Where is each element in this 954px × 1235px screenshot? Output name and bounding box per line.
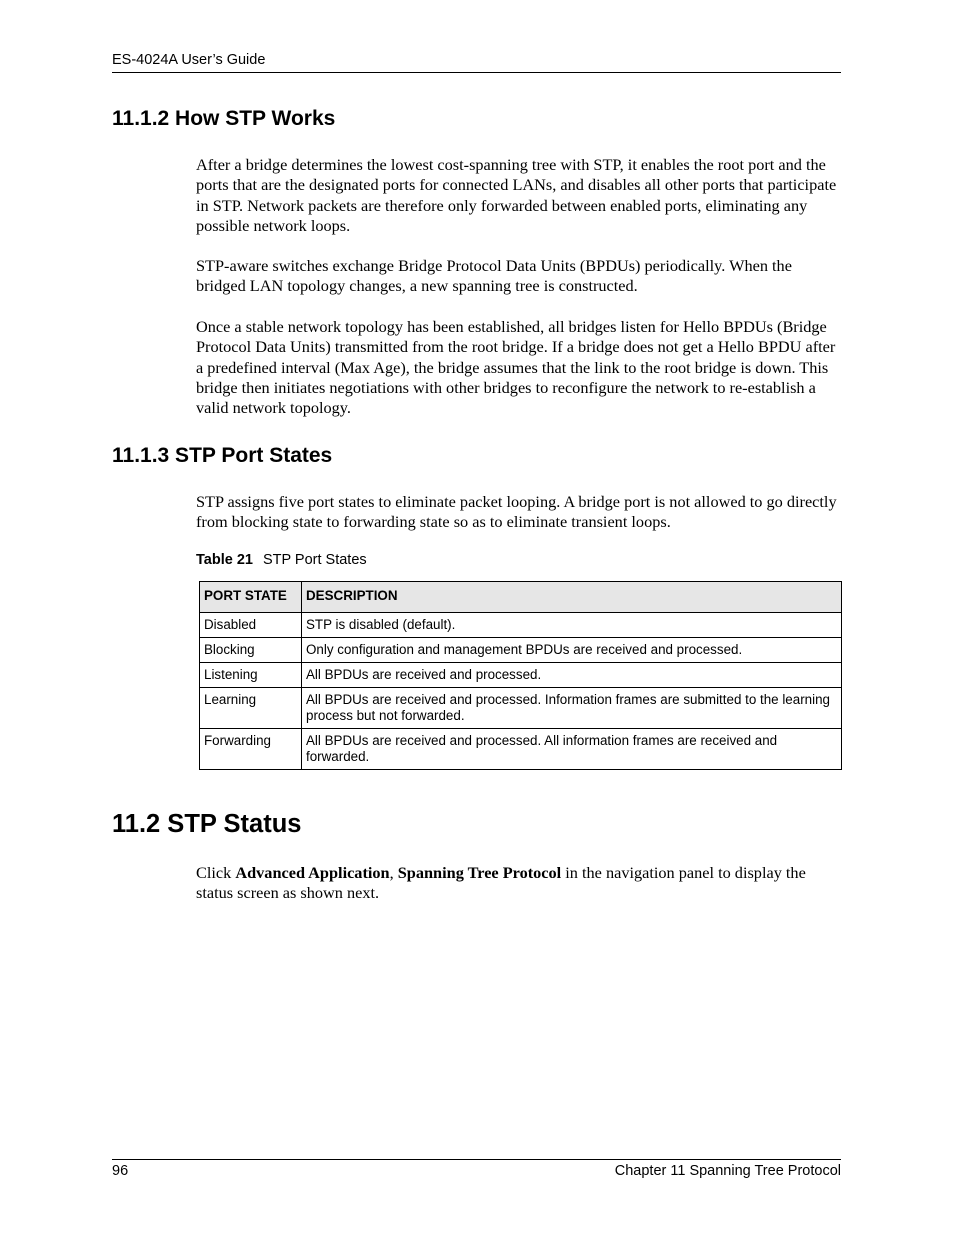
table-row <box>200 613 842 638</box>
page-number: 96 <box>112 1163 129 1179</box>
description-cell: Only configuration and management BPDUs are received and processed. <box>302 638 842 663</box>
port-state-cell: Forwarding <box>200 729 302 770</box>
port-state-cell: Blocking <box>200 638 302 663</box>
menu-reference-spanning-tree-protocol: Spanning Tree Protocol <box>397 863 562 882</box>
guide-title: ES-4024A User’s Guide <box>112 52 266 68</box>
status-text-separator: , <box>389 863 398 882</box>
table-row <box>200 688 842 729</box>
table-caption-title: STP Port States <box>262 552 367 568</box>
menu-reference-advanced-application: Advanced Application <box>235 863 390 882</box>
port-state-cell: Learning <box>200 688 302 729</box>
paragraph-how-stp-2: STP-aware switches exchange Bridge Protocol Data Units (BPDUs) periodically. When the bridged LAN topology changes, a new spanning tree is constructed. <box>196 256 792 296</box>
chapter-title: Chapter 11 Spanning Tree Protocol <box>614 1163 841 1179</box>
table-caption <box>196 552 367 568</box>
port-state-cell: Listening <box>200 663 302 688</box>
table-caption-label: Table 21 <box>196 552 253 568</box>
port-states-table <box>199 581 842 770</box>
paragraph-port-states: STP assigns five port states to eliminate packet looping. A bridge port is not allowed to go directly from blocking state to forwarding state so as to eliminate transient loops. <box>196 492 837 532</box>
port-state-cell: Disabled <box>200 613 302 638</box>
description-cell: All BPDUs are received and processed. Information frames are submitted to the learning process but not forwarded. <box>302 688 842 729</box>
page-footer <box>112 1159 841 1179</box>
status-text-prefix: Click <box>196 863 236 882</box>
page-header <box>112 51 841 73</box>
heading-stp-status: 11.2 STP Status <box>112 810 302 838</box>
description-cell: All BPDUs are received and processed. <box>302 663 842 688</box>
column-header-port-state: PORT STATE <box>200 582 302 613</box>
table-row <box>200 729 842 770</box>
table-row <box>200 663 842 688</box>
paragraph-how-stp-1: After a bridge determines the lowest cost-spanning tree with STP, it enables the root port and the ports that are the designated ports for connected LANs, and disables all other ports that participate in STP. Network packets are therefore only forwarded between enabled ports, eliminating any possible network loops. <box>196 155 837 235</box>
description-cell: STP is disabled (default). <box>302 613 842 638</box>
column-header-description: DESCRIPTION <box>302 582 842 613</box>
table-row <box>200 638 842 663</box>
paragraph-stp-status <box>196 863 844 904</box>
heading-stp-port-states: 11.1.3 STP Port States <box>112 444 333 467</box>
table-header-row <box>200 582 842 613</box>
status-text-suffix: in the navigation panel to display the status screen as shown next. <box>196 863 806 903</box>
paragraph-how-stp-3: Once a stable network topology has been established, all bridges listen for Hello BPDUs (Bridge Protocol Data Units) transmitted from the root bridge. If a bridge does not get a Hello BPDU after a predefined interval (Max Age), the bridge assumes that the link to the root bridge is down. This bridge then initiates negotiations with other bridges to reconfigure the network to re-establish a valid network topology. <box>196 317 836 418</box>
heading-how-stp-works: 11.1.2 How STP Works <box>112 107 336 130</box>
description-cell: All BPDUs are received and processed. All information frames are received and forwarded. <box>302 729 842 770</box>
